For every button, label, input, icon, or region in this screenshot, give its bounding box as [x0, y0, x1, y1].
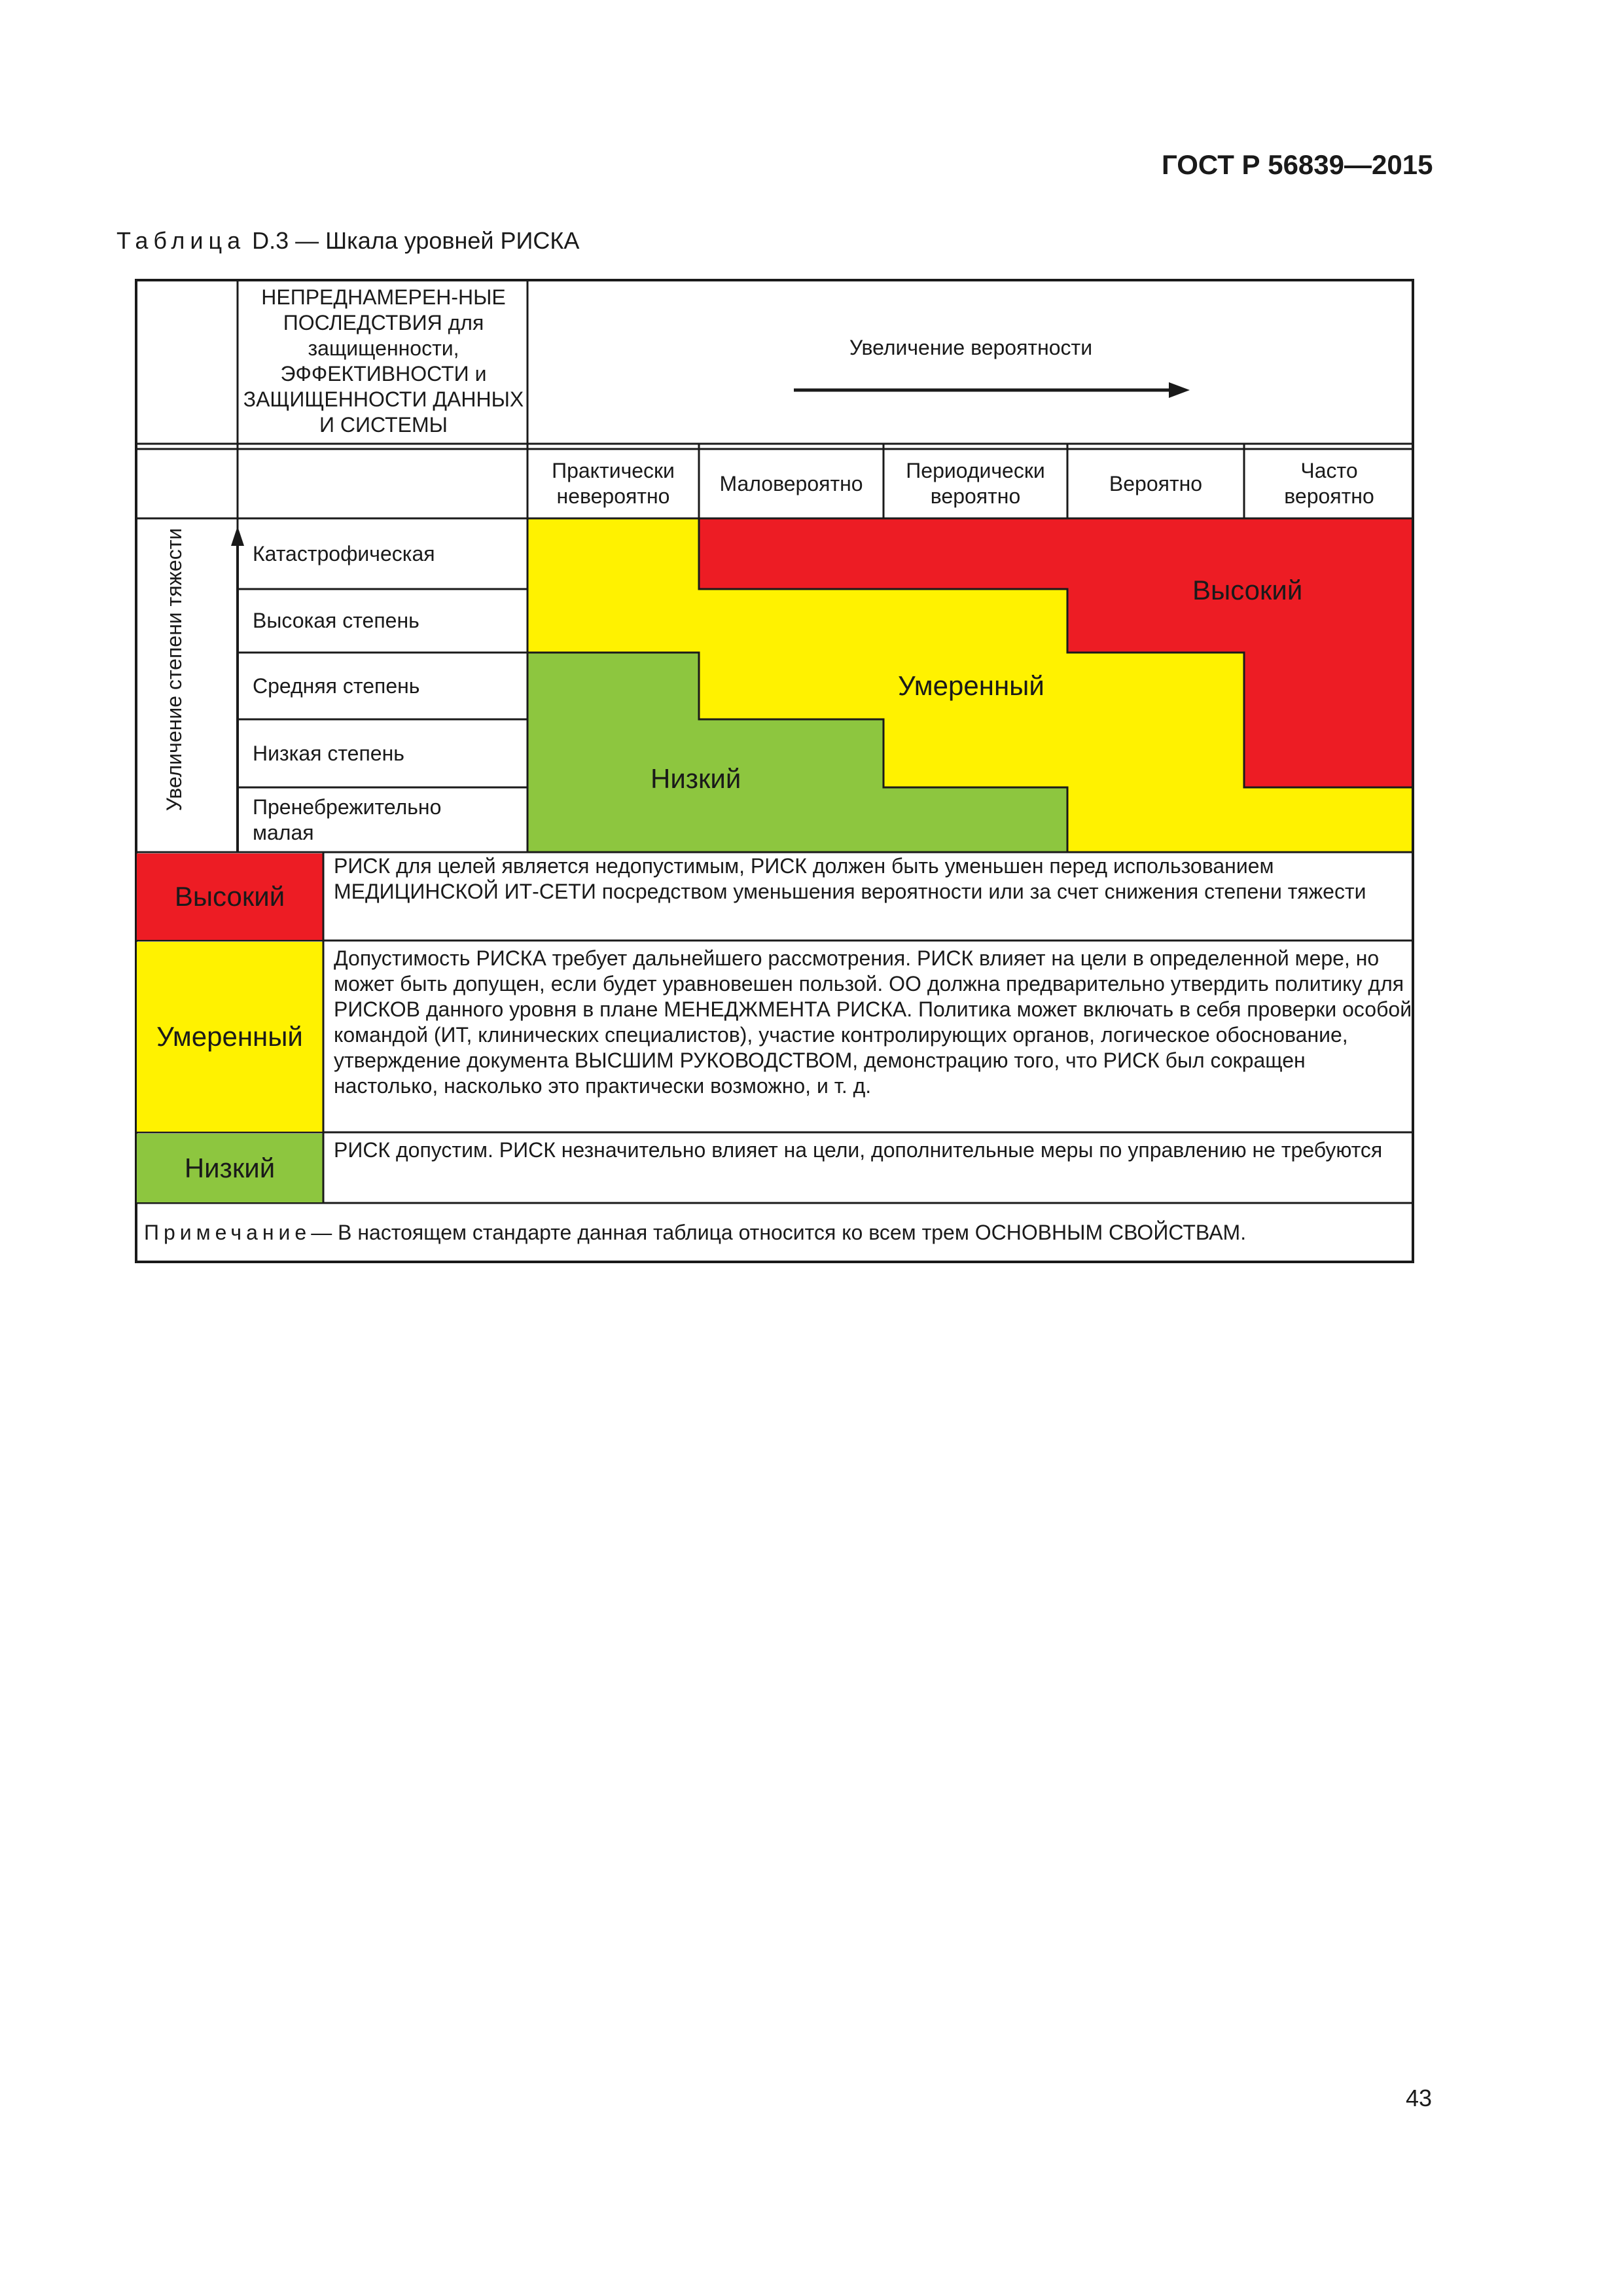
severity-level: Средняя степень — [253, 673, 420, 698]
table-note — [135, 1203, 1414, 1262]
legend-description-high: РИСК для целей является недопустимым, РИСК должен быть уменьшен перед использованием МЕДИЦИНСКОЙ ИТ-СЕТИ посредством уменьшения вероятности или за счет снижения степени тяжести — [334, 854, 1366, 903]
table-caption — [116, 227, 579, 255]
severity-level: Катастрофическая — [253, 541, 435, 565]
probability-level: Часто вероятно — [1284, 459, 1374, 508]
zone-label-moderate: Умеренный — [898, 670, 1044, 701]
severity-level: Низкая степень — [253, 741, 404, 765]
zone-label-high: Высокий — [1192, 575, 1303, 605]
risk-table — [135, 279, 1414, 1263]
probability-level: Практически невероятно — [552, 459, 675, 508]
probability-arrow-icon — [794, 382, 1190, 398]
zone-label-low: Низкий — [651, 763, 741, 794]
legend-label-moderate: Умеренный — [156, 1021, 303, 1052]
legend-label-high: Высокий — [174, 881, 285, 912]
legend-description-low: РИСК допустим. РИСК незначительно влияет на цели, дополнительные меры по управлению не требуются — [334, 1138, 1383, 1162]
probability-level: Вероятно — [1109, 471, 1203, 495]
severity-level: Пренебрежительно малая — [253, 795, 442, 844]
legend-description-moderate: Допустимость РИСКА требует дальнейшего рассмотрения. РИСК влияет на цели в определенной мере, но может быть допущен, если будет уравновешен пользой. ОО должна предварительно утвердить политику для РИСКОВ данного уровня в плане МЕНЕДЖМЕНТА РИСКА. Политика может включать в себя проверки особой командой (ИТ, клинических специалистов), участие контролирующих органов, логическое обоснование, утверждение документа ВЫСШИМ РУКОВОДСТВОМ, демонстрацию того, что РИСК был сокращен настолько, насколько это практически возможно, и т. д. — [334, 946, 1412, 1098]
probability-level: Маловероятно — [719, 471, 863, 495]
probability-level: Периодически вероятно — [906, 459, 1045, 508]
severity-axis-label: Увеличение степени тяжести — [162, 528, 186, 812]
caption-text: D.3 — Шкала уровней РИСКА — [245, 227, 580, 254]
probability-header: Увеличение вероятности — [849, 335, 1093, 359]
page-number: 43 — [1406, 2085, 1433, 2111]
legend-label-low: Низкий — [184, 1152, 276, 1183]
severity-level: Высокая степень — [253, 609, 419, 632]
document-code: ГОСТ Р 56839—2015 — [1162, 149, 1433, 180]
consequence-header: НЕПРЕДНАМЕРЕН-НЫЕ ПОСЛЕДСТВИЯ для защищенности, ЭФФЕКТИВНОСТИ и ЗАЩИЩЕННОСТИ ДАННЫХ И СИСТЕМЫ — [243, 285, 524, 437]
note-label: Примечание — [144, 1220, 312, 1244]
caption-label: Таблица — [116, 227, 246, 254]
note-text: — В настоящем стандарте данная таблица относится ко всем трем ОСНОВНЫМ СВОЙСТВАМ. — [311, 1220, 1247, 1244]
